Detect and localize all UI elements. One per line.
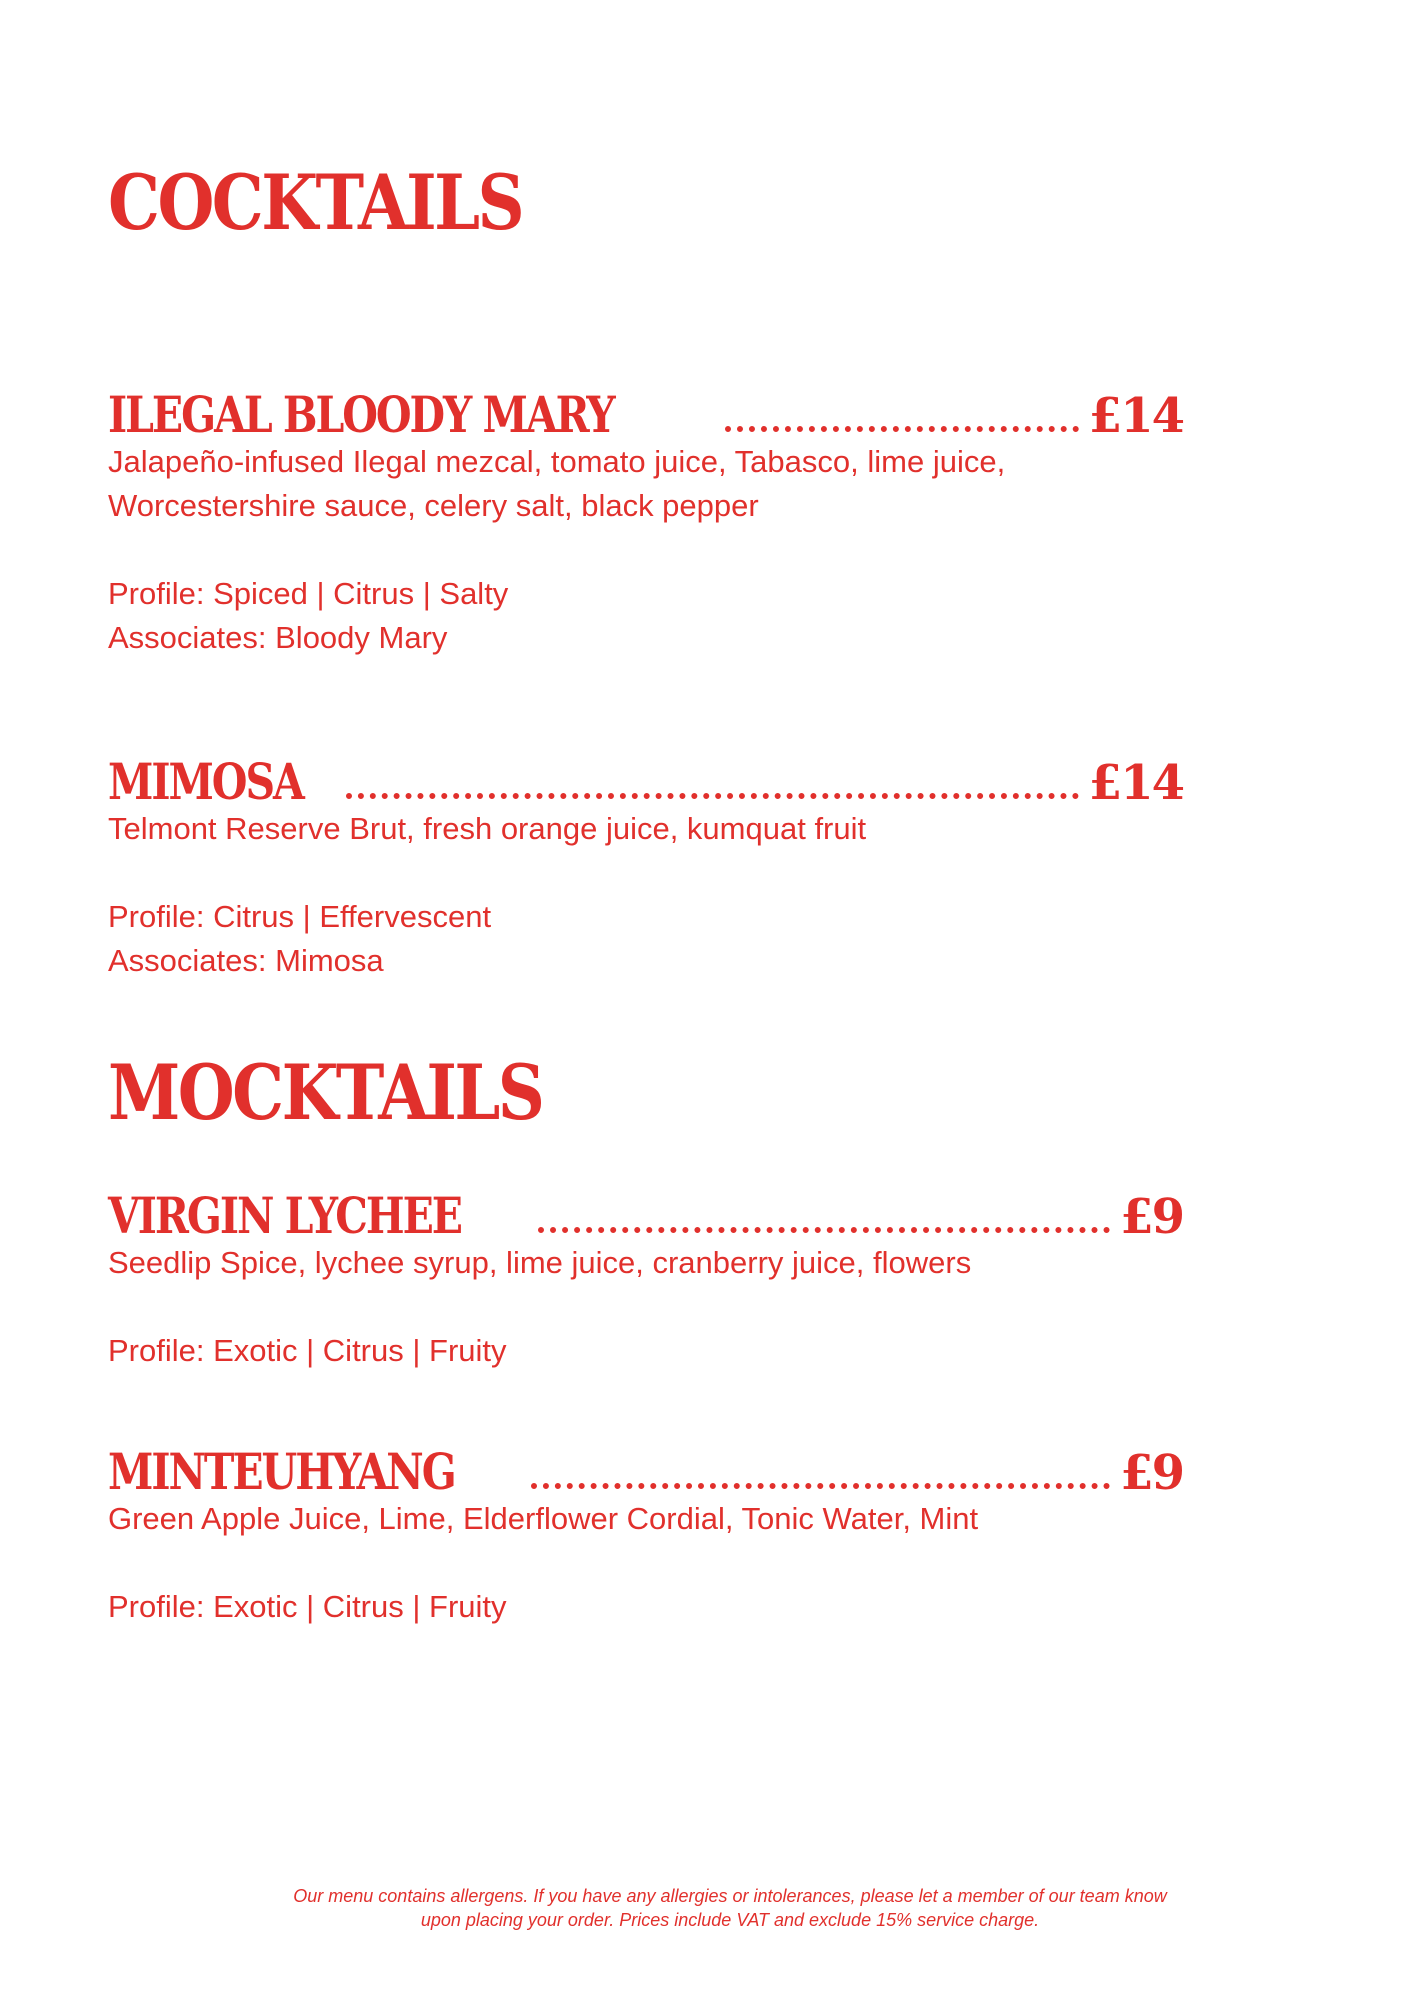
menu-item (108, 1437, 1183, 1629)
item-description: Green Apple Juice, Lime, Elderflower Cordial, Tonic Water, Mint (108, 1501, 979, 1536)
item-profile: Profile: Citrus | Effervescent (108, 899, 492, 934)
item-name: VIRGIN LYCHEE (108, 1186, 461, 1245)
menu-item (108, 380, 1183, 660)
item-name: ILEGAL BLOODY MARY (108, 385, 614, 444)
menu-item-header (108, 380, 1183, 444)
dot-leader (346, 793, 1079, 799)
item-price: £14 (1088, 755, 1183, 811)
item-price: £9 (1120, 1189, 1183, 1245)
item-profile: Profile: Exotic | Citrus | Fruity (108, 1589, 507, 1624)
item-name: MINTEUHYANG (108, 1442, 455, 1501)
item-description: Telmont Reserve Brut, fresh orange juice, kumquat fruit (108, 811, 867, 846)
dot-leader (538, 1227, 1110, 1233)
dot-leader (725, 426, 1079, 432)
menu-item-header (108, 1437, 1183, 1501)
allergen-notice-line: Our menu contains allergens. If you have any allergies or intolerances, please let a member of our team know (293, 1886, 1167, 1906)
menu-item (108, 747, 1183, 983)
item-price: £14 (1088, 388, 1183, 444)
item-associates: Associates: Mimosa (108, 943, 384, 978)
menu-item (108, 1181, 1183, 1373)
allergen-notice-line: upon placing your order. Prices include VAT and exclude 15% service charge. (420, 1910, 1040, 1930)
item-description: Seedlip Spice, lychee syrup, lime juice, cranberry juice, flowers (108, 1245, 972, 1280)
mocktails-heading: MOCKTAILS (108, 1048, 543, 1137)
item-description: Jalapeño-infused Ilegal mezcal, tomato juice, Tabasco, lime juice, (108, 444, 1006, 479)
item-profile: Profile: Exotic | Citrus | Fruity (108, 1333, 507, 1368)
menu-item-header (108, 747, 1183, 811)
dot-leader (531, 1483, 1110, 1489)
menu-item-header (108, 1181, 1183, 1245)
item-name: MIMOSA (108, 752, 303, 811)
item-profile: Profile: Spiced | Citrus | Salty (108, 576, 509, 611)
allergen-notice (0, 1884, 1410, 1932)
cocktails-heading: COCKTAILS (108, 158, 523, 247)
item-associates: Associates: Bloody Mary (108, 620, 448, 655)
item-price: £9 (1120, 1445, 1183, 1501)
item-description: Worcestershire sauce, celery salt, black pepper (108, 488, 759, 523)
